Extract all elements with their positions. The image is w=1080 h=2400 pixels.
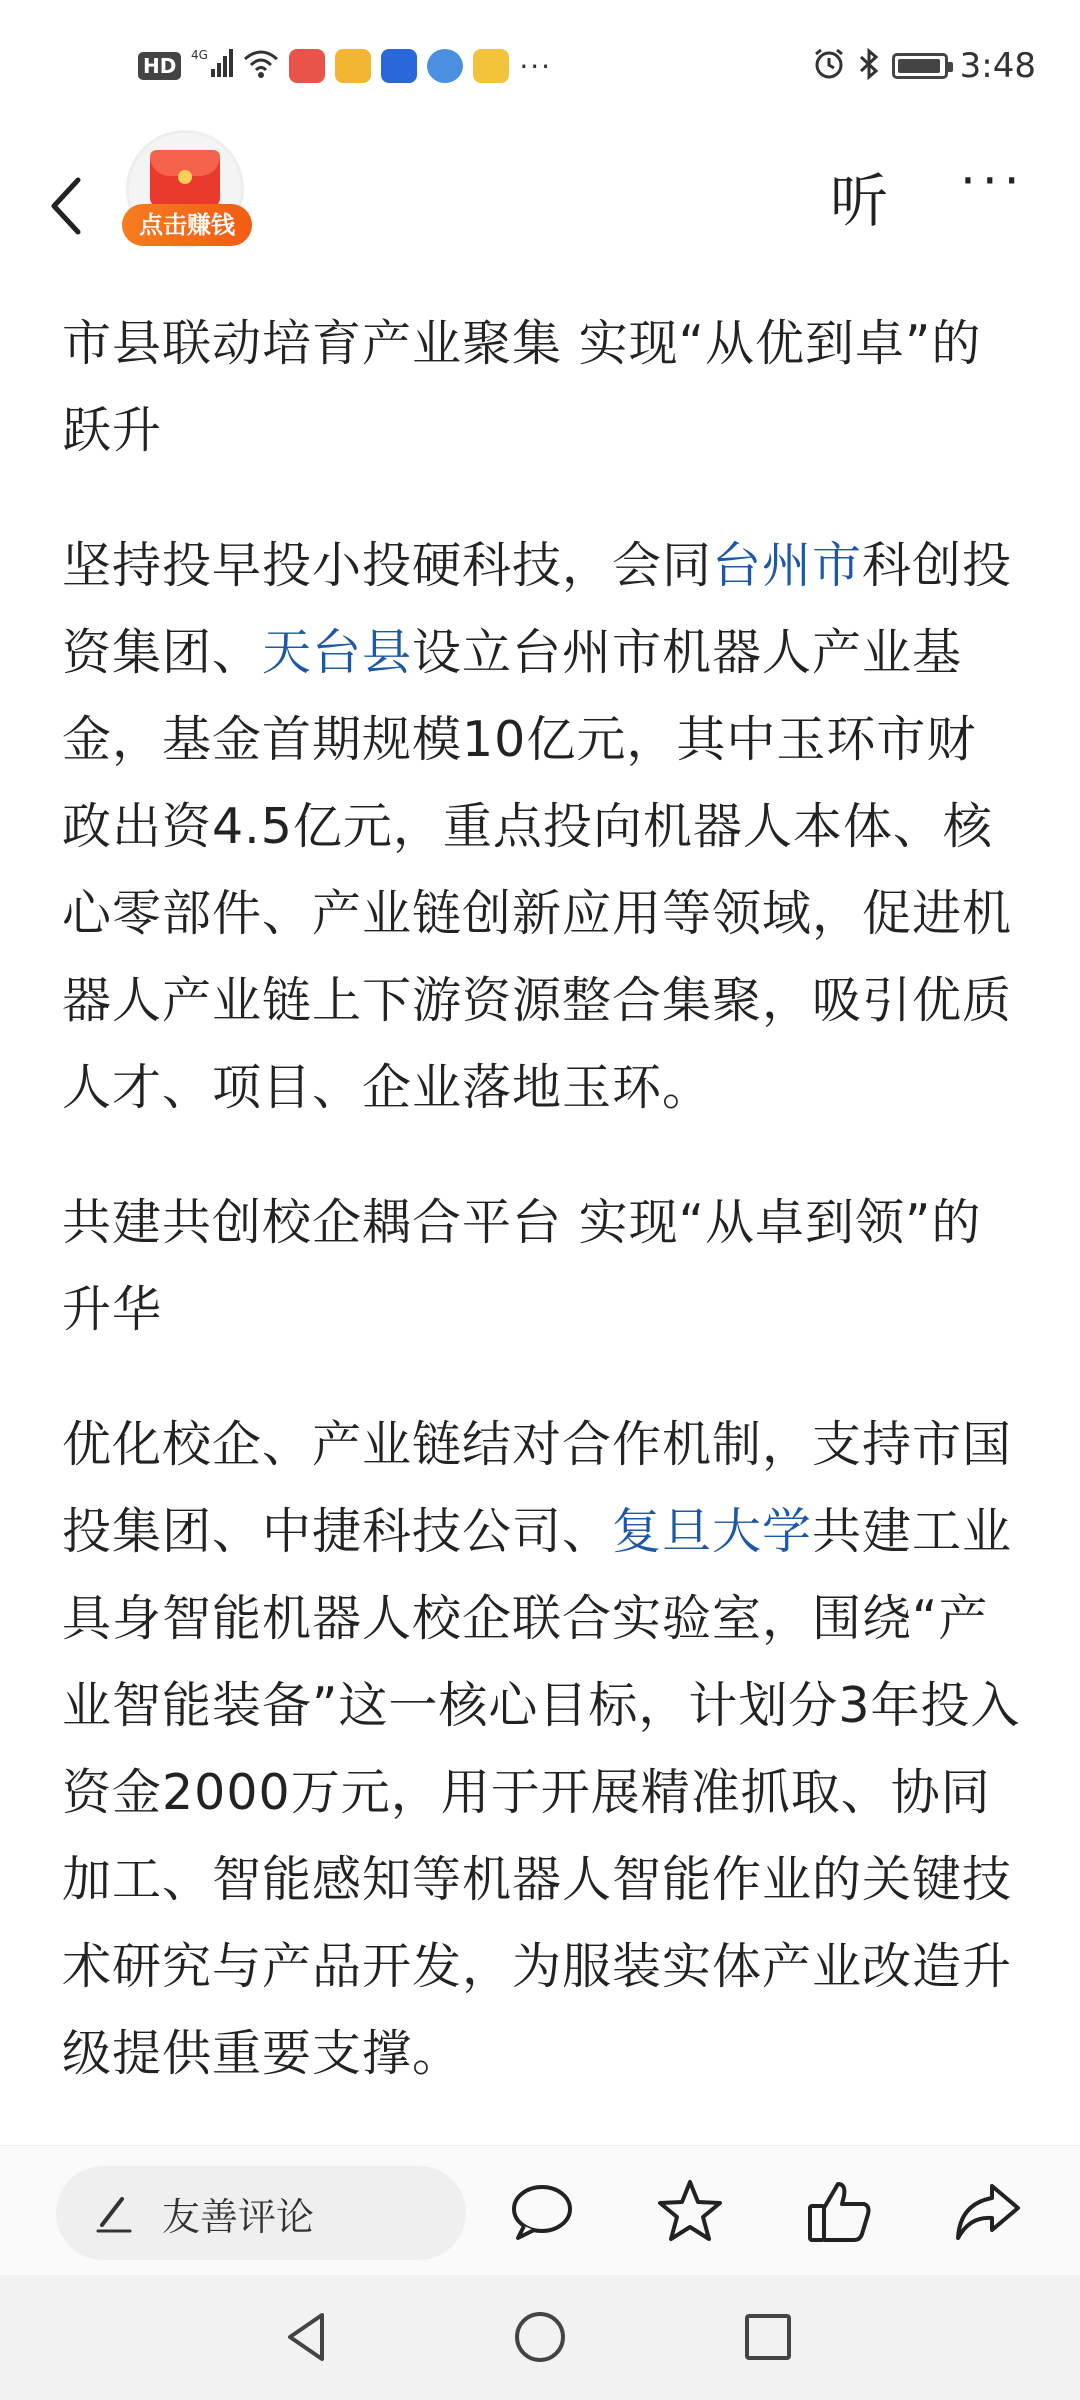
huawei-app-icon	[289, 49, 325, 83]
more-notifications-icon: ···	[519, 49, 553, 83]
signal-icon	[191, 47, 233, 86]
chevron-left-icon	[40, 150, 100, 240]
article-header	[0, 130, 1080, 270]
comment-placeholder: 友善评论	[162, 2194, 315, 2239]
svg-text:4G: 4G	[191, 47, 209, 62]
comment-button[interactable]	[506, 2176, 578, 2248]
more-options-button[interactable]: ···	[960, 152, 1026, 210]
hd-indicator: HD	[138, 52, 181, 80]
nav-back-button[interactable]	[276, 2305, 340, 2369]
back-button[interactable]	[40, 150, 100, 240]
wifi-icon	[243, 49, 279, 83]
link-fudan-university[interactable]: 复旦大学	[612, 1503, 813, 1560]
nav-recents-button[interactable]	[736, 2305, 800, 2369]
earn-money-redpacket-button[interactable]	[124, 130, 250, 256]
status-bar	[0, 0, 1080, 130]
bulb-app-icon	[381, 49, 417, 83]
listen-button[interactable]: 听	[830, 167, 889, 235]
comment-icon	[506, 2176, 578, 2248]
nav-home-button[interactable]	[508, 2305, 572, 2369]
mail-app-icon	[335, 49, 371, 83]
like-icon	[804, 2176, 876, 2248]
link-tiantai-county[interactable]: 天台县	[262, 624, 413, 681]
section-heading-1: 市县联动培育产业聚集 实现“从优到卓”的跃升	[62, 315, 982, 459]
pen-icon	[92, 2191, 136, 2235]
back-triangle-icon	[276, 2305, 340, 2369]
article-paragraph-1: 坚持投早投小投硬科技，会同台州市科创投资集团、天台县设立台州市机器人产业基金，基金首期规模10亿元，其中玉环市财政出资4.5亿元，重点投向机器人本体、核心零部件、产业链创新应用等领域，促进机器人产业链上下游资源整合集聚，吸引优质人才、项目、企业落地玉环。	[62, 537, 1013, 1116]
bluetooth-icon	[858, 47, 880, 85]
article-body	[62, 300, 1022, 2145]
like-button[interactable]	[804, 2176, 876, 2248]
star-icon	[654, 2176, 726, 2248]
bottom-toolbar	[0, 2145, 1080, 2276]
home-circle-icon	[508, 2305, 572, 2369]
battery-icon	[892, 53, 948, 79]
system-navigation-bar	[0, 2275, 1080, 2400]
article-paragraph-2: 优化校企、产业链结对合作机制，支持市国投集团、中捷科技公司、复旦大学共建工业具身智能机器人校企联合实验室，围绕“产业智能装备”这一核心目标，计划分3年投入资金2000万元，用于开展精准抓取、协同加工、智能感知等机器人智能作业的关键技术研究与产品开发，为服装实体产业改造升级提供重要支撑。	[62, 1416, 1021, 2082]
section-heading-2: 共建共创校企耦合平台 实现“从卓到领”的升华	[62, 1194, 982, 1338]
share-button[interactable]	[952, 2176, 1024, 2248]
clock-time: 3:48	[959, 46, 1036, 86]
comment-input[interactable]	[56, 2166, 466, 2260]
redpacket-badge: 点击赚钱	[122, 204, 252, 246]
link-taizhou-city[interactable]: 台州市	[712, 537, 863, 594]
status-bar-left	[138, 46, 552, 86]
red-envelope-icon	[150, 150, 220, 208]
favorite-button[interactable]	[654, 2176, 726, 2248]
status-bar-right	[812, 46, 1036, 86]
wallet-app-icon	[473, 49, 509, 83]
recents-square-icon	[736, 2305, 800, 2369]
share-icon	[952, 2176, 1024, 2248]
alarm-icon	[812, 47, 846, 85]
browser-app-icon	[427, 49, 463, 83]
